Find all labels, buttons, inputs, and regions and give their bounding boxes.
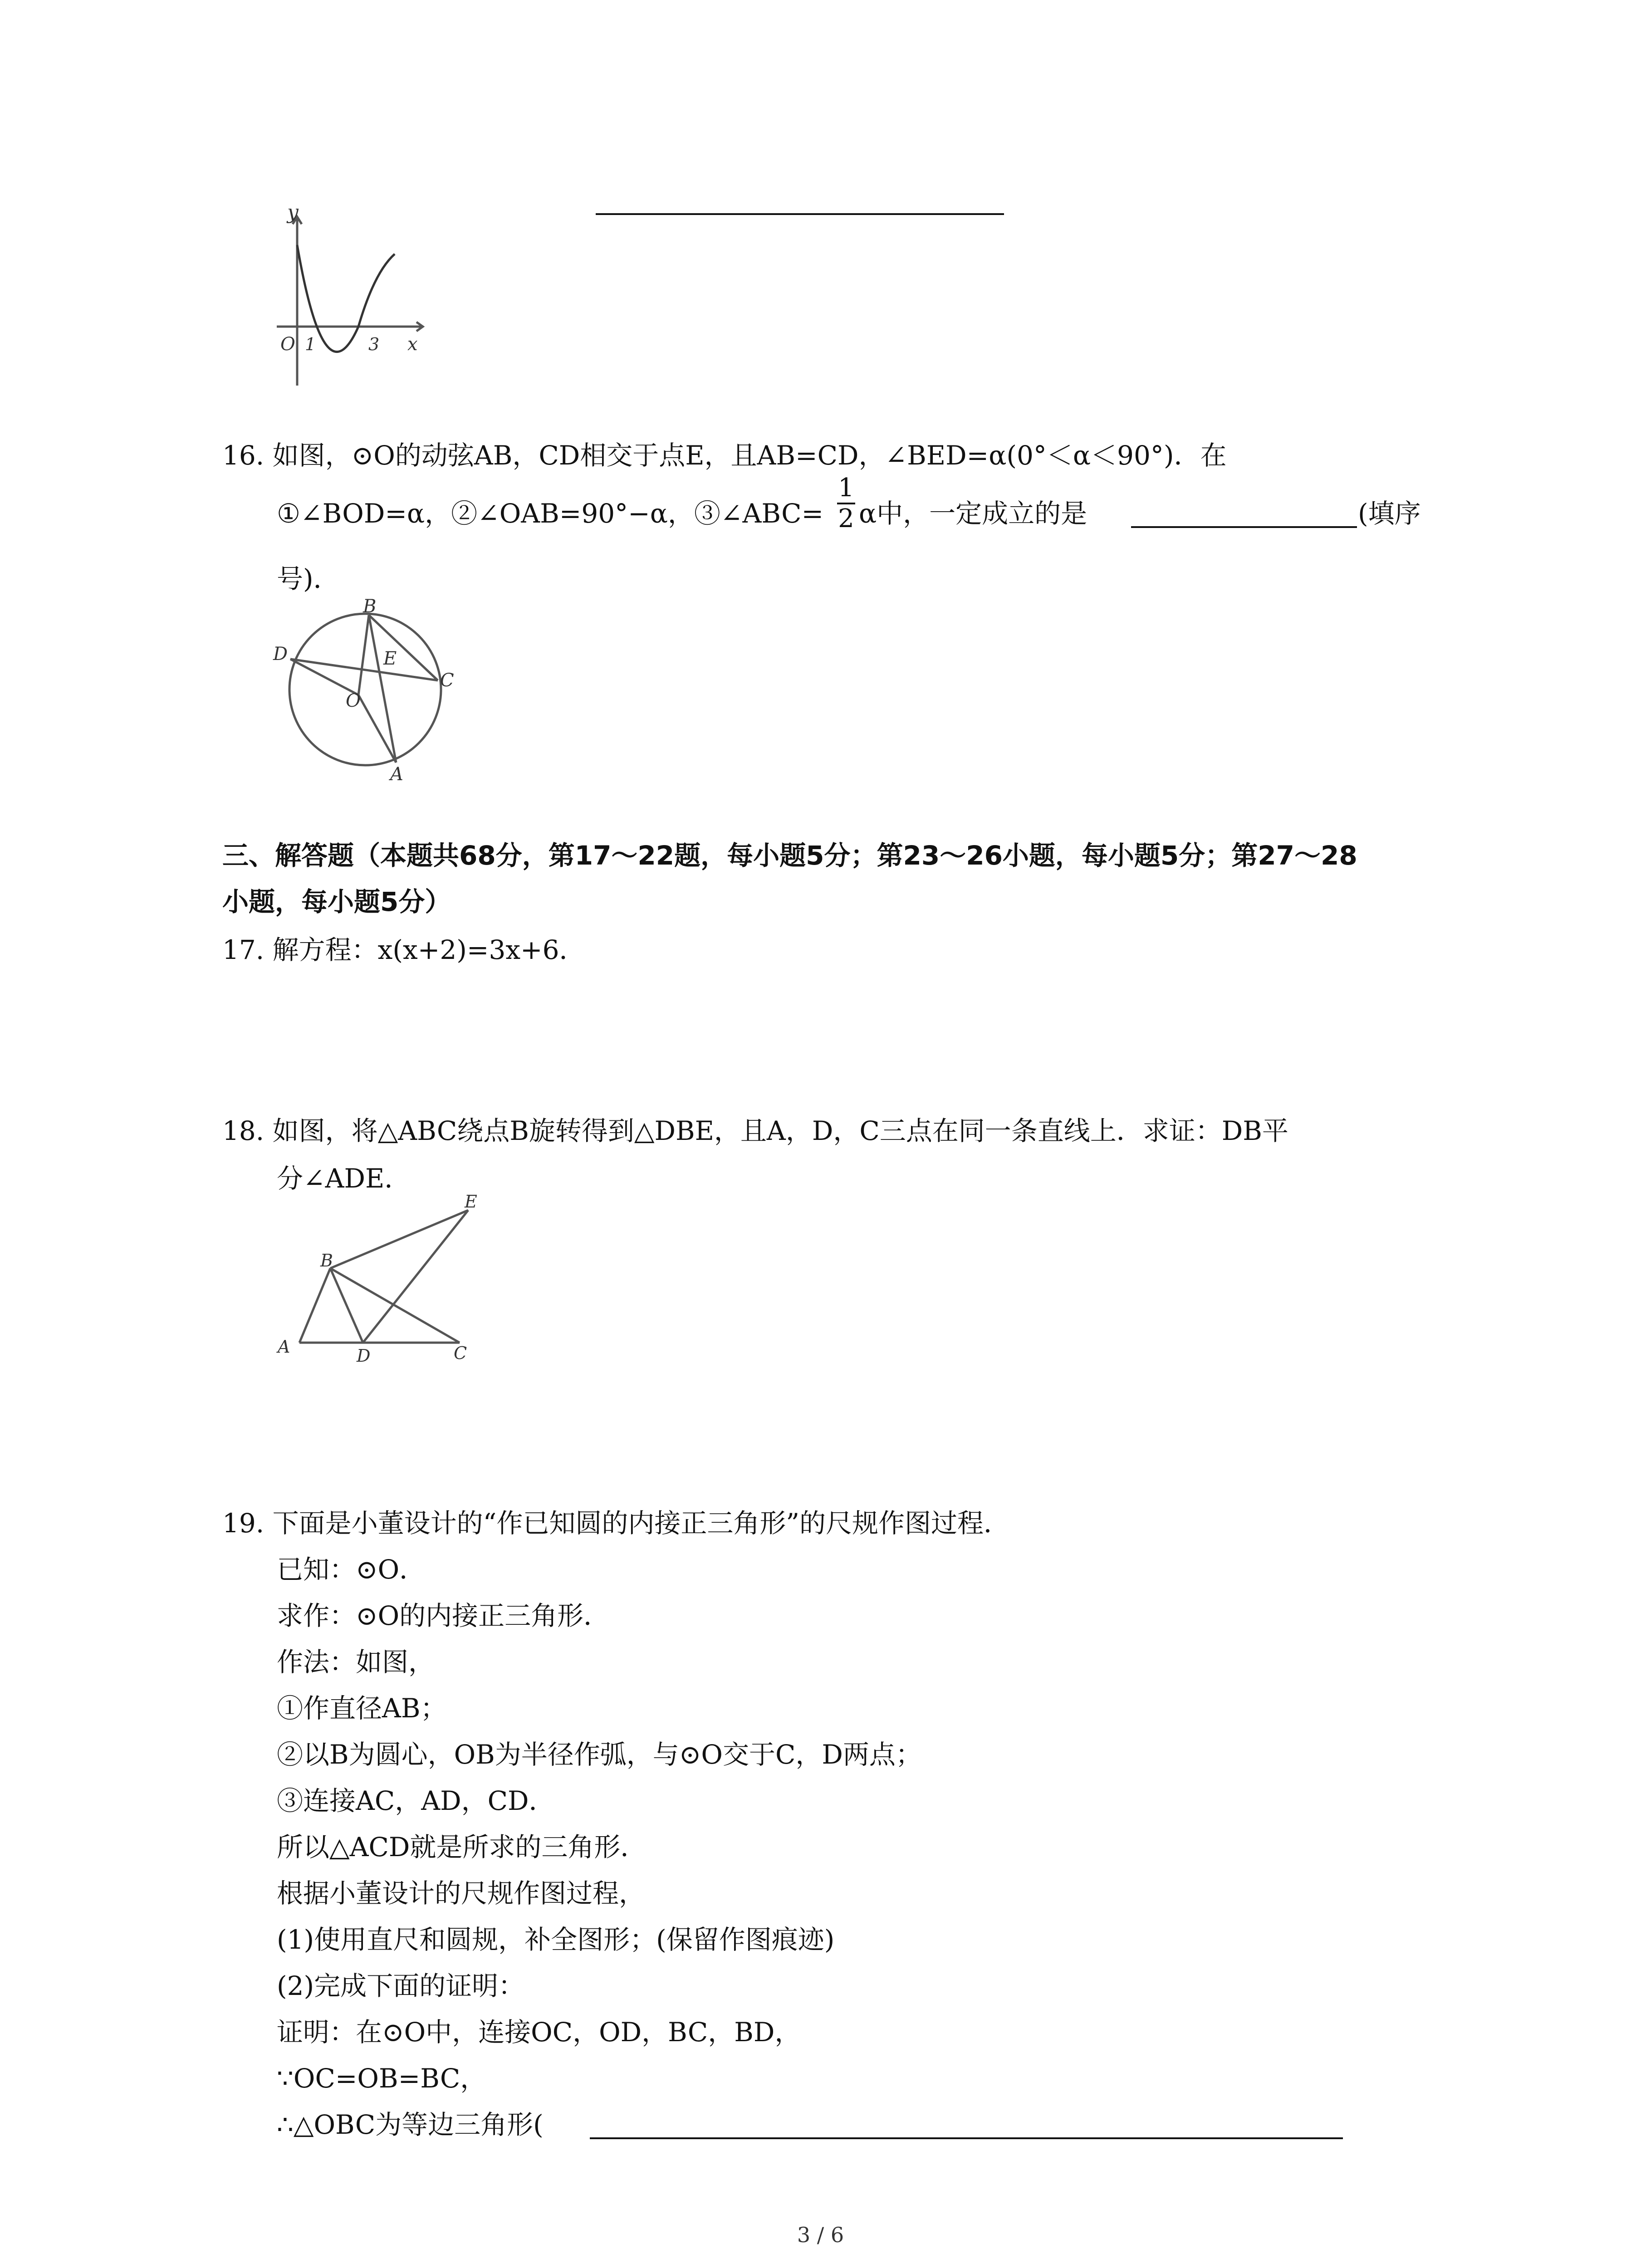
q19-line-3: 求作：⊙O的内接正三角形． [277,1600,610,1631]
point-label-a: A [278,1337,290,1357]
segment-bc [330,1268,460,1343]
point-label-e: E [465,1193,477,1212]
q16-line2-part-c: (填序 [1358,498,1421,529]
q19-last-line: ∴△OBC为等边三角形( [277,2109,544,2140]
q17-text: 17. 解方程：x(x+2)=3x+6． [222,934,586,965]
section3-heading-line1: 三、解答题（本题共68分，第17～22题，每小题5分；第23～26小题，每小题5分；第27～28 [222,840,1357,871]
answer-blank-q16[interactable] [1131,526,1357,528]
q19-line-4: 作法：如图， [277,1647,435,1677]
x-axis-label: x [407,334,418,355]
q19-line-9: 根据小董设计的尺规作图过程， [277,1878,646,1909]
q18-line2: 分∠ADE． [277,1163,411,1194]
segment-bd [330,1268,363,1343]
point-label-o: O [346,690,361,711]
circle-chords-figure [268,590,463,789]
q18-line1: 18. 如图，将△ABC绕点B旋转得到△DBE，且A，D，C三点在同一条直线上．求证：DB平 [222,1115,1288,1146]
answer-blank-top[interactable] [596,213,1004,215]
section3-heading-line2: 小题，每小题5分） [222,886,451,917]
point-label-d: D [357,1346,371,1365]
segment-ab [299,1268,330,1343]
q19-line-8: 所以△ACD就是所求的三角形． [277,1832,647,1862]
q19-line-2: 已知：⊙O． [277,1554,426,1585]
fraction-denominator: 2 [838,504,854,533]
q19-line-11: (2)完成下面的证明： [277,1970,525,2001]
triangle-rotation-figure [272,1193,490,1365]
point-label-e: E [383,648,397,669]
q19-line-1: 19. 下面是小董设计的“作已知圆的内接正三角形”的尺规作图过程． [222,1508,1010,1539]
q16-line1: 16. 如图，⊙O的动弦AB，CD相交于点E，且AB=CD，∠BED=α(0°＜α＜90°)．在 [222,440,1227,471]
q16-line2-part-b: α中，一定成立的是 [859,498,1087,529]
q16-line3: 号)． [277,563,340,594]
parabola-figure [263,209,436,390]
point-label-a: A [390,764,403,785]
y-axis-label: y [287,209,299,224]
origin-label: O [280,334,295,355]
q19-line-5: ①作直径AB； [277,1693,447,1724]
point-label-b: B [363,596,377,617]
fraction-one-half [837,474,855,533]
point-label-c: C [454,1343,467,1363]
tick-label-3: 3 [368,334,380,354]
q16-line2-part-a: ①∠BOD=α，②∠OAB=90°−α，③∠ABC= [277,498,824,529]
page-number: 3 / 6 [797,2223,844,2247]
point-label-b: B [320,1251,333,1271]
q19-line-10: (1)使用直尺和圆规，补全图形；(保留作图痕迹) [277,1924,835,1955]
point-label-c: C [440,670,454,691]
q19-line-12: 证明：在⊙O中，连接OC，OD，BC，BD， [277,2017,801,2048]
segment-de [363,1210,468,1343]
tick-label-1: 1 [305,334,316,354]
point-label-d: D [273,644,288,665]
segment-be [330,1210,468,1268]
fraction-numerator: 1 [838,473,854,503]
answer-blank-q19[interactable] [590,2137,1343,2139]
q19-line-6: ②以B为圆心，OB为半径作弧，与⊙O交于C，D两点； [277,1739,922,1770]
q19-line-7: ③连接AC，AD，CD． [277,1785,555,1816]
q19-line-13: ∵OC=OB=BC， [277,2063,487,2094]
segment-bo [358,615,369,695]
